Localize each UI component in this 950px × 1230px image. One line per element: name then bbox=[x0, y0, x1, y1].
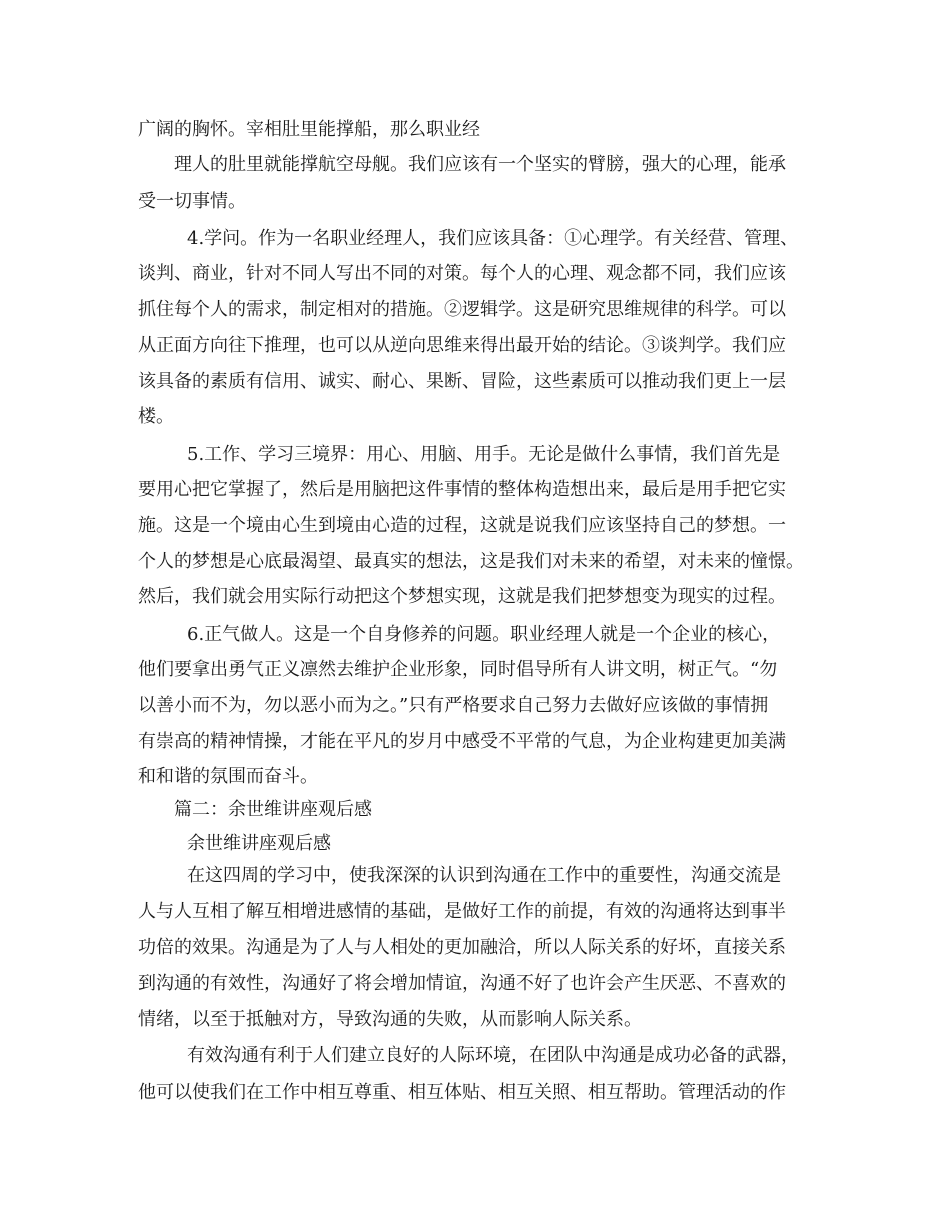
text-line: 有效沟通有利于人们建立良好的人际环境，在团队中沟通是成功必备的武器， bbox=[187, 1045, 799, 1066]
text-line: 楼。 bbox=[138, 406, 174, 427]
text-line: 受一切事情。 bbox=[138, 191, 246, 212]
text-line: 在这四周的学习中，使我深深的认识到沟通在工作中的重要性，沟通交流是 bbox=[187, 865, 781, 886]
section-title: 余世维讲座观后感 bbox=[187, 833, 331, 854]
text-line: 4.学问。作为一名职业经理人，我们应该具备：①心理学。有关经营、管理、 bbox=[187, 228, 799, 249]
text-line: 理人的肚里就能撑航空母舰。我们应该有一个坚实的臂膀，强大的心理，能承 bbox=[174, 154, 786, 175]
text-line: 以善小而不为，勿以恶小而为之。”只有严格要求自己努力去做好应该做的事情拥 bbox=[138, 695, 769, 716]
text-line: 人与人互相了解互相增进感情的基础，是做好工作的前提，有效的沟通将达到事半 bbox=[138, 901, 786, 922]
text-line: 他可以使我们在工作中相互尊重、相互体贴、相互关照、相互帮助。管理活动的作 bbox=[138, 1082, 786, 1103]
text-line: 然后，我们就会用实际行动把这个梦想实现，这就是我们把梦想变为现实的过程。 bbox=[138, 586, 786, 607]
text-line: 从正面方向往下推理，也可以从逆向思维来得出最开始的结论。③谈判学。我们应 bbox=[138, 335, 786, 356]
text-line: 6.正气做人。这是一个自身修养的问题。职业经理人就是一个企业的核心， bbox=[187, 624, 781, 645]
text-line: 到沟通的有效性，沟通好了将会增加情谊，沟通不好了也许会产生厌恶、不喜欢的 bbox=[138, 973, 786, 994]
text-line: 个人的梦想是心底最渴望、最真实的想法，这是我们对未来的希望，对未来的憧憬。 bbox=[138, 551, 804, 572]
text-line: 和和谐的氛围而奋斗。 bbox=[138, 766, 318, 787]
text-line: 该具备的素质有信用、诚实、耐心、果断、冒险，这些素质可以推动我们更上一层 bbox=[138, 371, 786, 392]
text-line: 谈判、商业，针对不同人写出不同的对策。每个人的心理、观念都不同，我们应该 bbox=[138, 263, 786, 284]
text-line: 抓住每个人的需求，制定相对的措施。②逻辑学。这是研究思维规律的科学。可以 bbox=[138, 299, 786, 320]
text-line: 施。这是一个境由心生到境由心造的过程，这就是说我们应该坚持自己的梦想。一 bbox=[138, 515, 786, 536]
section-heading: 篇二：余世维讲座观后感 bbox=[174, 799, 372, 820]
text-line: 情绪，以至于抵触对方，导致沟通的失败，从而影响人际关系。 bbox=[138, 1009, 642, 1030]
text-line: 5.工作、学习三境界：用心、用脑、用手。无论是做什么事情，我们首先是 bbox=[187, 444, 781, 465]
text-line: 他们要拿出勇气正义凛然去维护企业形象，同时倡导所有人讲文明，树正气。“勿 bbox=[138, 659, 778, 680]
text-line: 广阔的胸怀。宰相肚里能撑船，那么职业经 bbox=[138, 119, 480, 140]
text-line: 有崇高的精神情操，才能在平凡的岁月中感受不平常的气息，为企业构建更加美满 bbox=[138, 731, 786, 752]
text-line: 功倍的效果。沟通是为了人与人相处的更加融洽，所以人际关系的好坏，直接关系 bbox=[138, 937, 786, 958]
text-line: 要用心把它掌握了，然后是用脑把这件事情的整体构造想出来，最后是用手把它实 bbox=[138, 479, 786, 500]
